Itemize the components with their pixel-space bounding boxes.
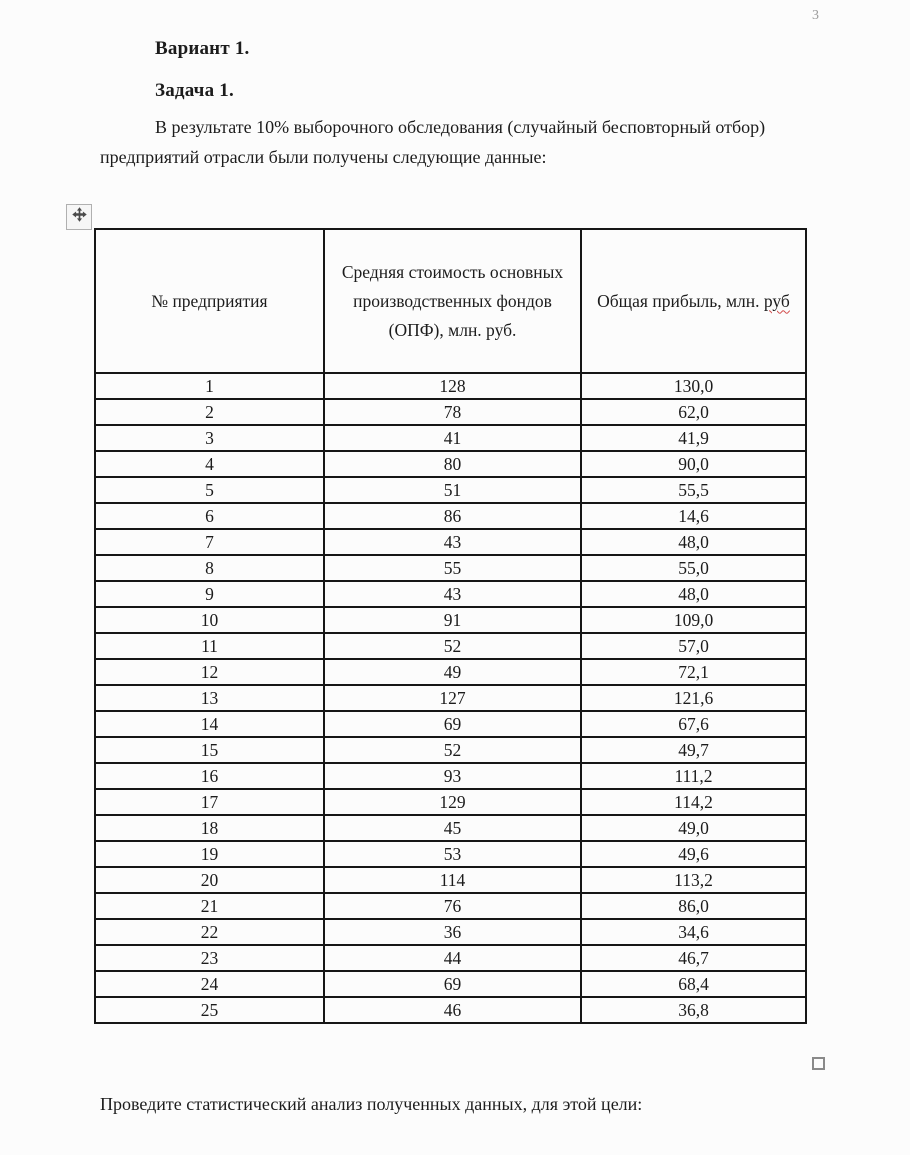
- table-cell: 67,6: [581, 711, 806, 737]
- table-row: [95, 529, 806, 555]
- table-cell: 78: [324, 399, 581, 425]
- table-row: [95, 685, 806, 711]
- table-cell: 43: [324, 581, 581, 607]
- table-cell: 7: [95, 529, 324, 555]
- table-row: [95, 997, 806, 1023]
- table-row: [95, 867, 806, 893]
- header-total-profit-misspelled-word: руб: [763, 290, 790, 311]
- variant-heading: Вариант 1.: [155, 38, 250, 59]
- table-cell: 114: [324, 867, 581, 893]
- table-row: [95, 425, 806, 451]
- table-row: [95, 633, 806, 659]
- table-cell: 21: [95, 893, 324, 919]
- table-cell: 91: [324, 607, 581, 633]
- table-row: [95, 477, 806, 503]
- table-cell: 69: [324, 971, 581, 997]
- table-cell: 86: [324, 503, 581, 529]
- footer-instruction: Проведите статистический анализ полученных данных, для этой цели:: [100, 1094, 643, 1114]
- table-row: [95, 815, 806, 841]
- table-cell: 55,0: [581, 555, 806, 581]
- table-cell: 76: [324, 893, 581, 919]
- table-row: [95, 789, 806, 815]
- table-cell: 1: [95, 373, 324, 399]
- table-cell: 49,0: [581, 815, 806, 841]
- table-cell: 43: [324, 529, 581, 555]
- table-cell: 2: [95, 399, 324, 425]
- table-cell: 19: [95, 841, 324, 867]
- table-row: [95, 763, 806, 789]
- table-cell: 49: [324, 659, 581, 685]
- table-cell: 25: [95, 997, 324, 1023]
- table-cell: 22: [95, 919, 324, 945]
- table-row: [95, 945, 806, 971]
- table-cell: 15: [95, 737, 324, 763]
- table-row: [95, 919, 806, 945]
- table-cell: 48,0: [581, 581, 806, 607]
- statistics-table: [94, 228, 807, 1024]
- table-cell: 41,9: [581, 425, 806, 451]
- table-cell: 18: [95, 815, 324, 841]
- table-cell: 55,5: [581, 477, 806, 503]
- table-cell: 111,2: [581, 763, 806, 789]
- table-cell: 57,0: [581, 633, 806, 659]
- table-cell: 12: [95, 659, 324, 685]
- table-row: [95, 503, 806, 529]
- table-cell: 36,8: [581, 997, 806, 1023]
- table-cell: 46,7: [581, 945, 806, 971]
- page-number: 3: [812, 8, 819, 23]
- table-cell: 51: [324, 477, 581, 503]
- table-row: [95, 399, 806, 425]
- table-cell: 55: [324, 555, 581, 581]
- table-cell: 46: [324, 997, 581, 1023]
- move-arrows-icon: [71, 206, 88, 228]
- table-cell: 13: [95, 685, 324, 711]
- table-cell: 45: [324, 815, 581, 841]
- table-cell: 72,1: [581, 659, 806, 685]
- table-cell: 114,2: [581, 789, 806, 815]
- table-header-row: [95, 229, 806, 373]
- table-cell: 14,6: [581, 503, 806, 529]
- table-move-handle[interactable]: [66, 204, 92, 230]
- table-cell: 69: [324, 711, 581, 737]
- table-row: [95, 737, 806, 763]
- table-cell: 113,2: [581, 867, 806, 893]
- table-resize-handle[interactable]: [812, 1057, 825, 1070]
- table-cell: 36: [324, 919, 581, 945]
- table-cell: 10: [95, 607, 324, 633]
- table-row: [95, 581, 806, 607]
- table-row: [95, 555, 806, 581]
- table-cell: 90,0: [581, 451, 806, 477]
- table-cell: 17: [95, 789, 324, 815]
- table-row: [95, 659, 806, 685]
- table-cell: 34,6: [581, 919, 806, 945]
- table-cell: 11: [95, 633, 324, 659]
- table-cell: 86,0: [581, 893, 806, 919]
- table-cell: 23: [95, 945, 324, 971]
- intro-paragraph: В результате 10% выборочного обследования (случайный бесповторный отбор) предприятий отрасли были получены следующие данные:: [100, 117, 766, 167]
- table-row: [95, 607, 806, 633]
- table-cell: 52: [324, 633, 581, 659]
- table-row: [95, 893, 806, 919]
- table-cell: 44: [324, 945, 581, 971]
- table-cell: 130,0: [581, 373, 806, 399]
- table-row: [95, 841, 806, 867]
- table-cell: 53: [324, 841, 581, 867]
- header-total-profit-text: Общая прибыль, млн.: [597, 290, 764, 311]
- table-cell: 121,6: [581, 685, 806, 711]
- table-cell: 48,0: [581, 529, 806, 555]
- table-cell: 41: [324, 425, 581, 451]
- table-cell: 128: [324, 373, 581, 399]
- table-cell: 49,7: [581, 737, 806, 763]
- table-row: [95, 711, 806, 737]
- table-header: [95, 229, 806, 373]
- table-cell: 49,6: [581, 841, 806, 867]
- table-body: [95, 373, 806, 1023]
- table-row: [95, 373, 806, 399]
- table-cell: 5: [95, 477, 324, 503]
- table-cell: 3: [95, 425, 324, 451]
- table-cell: 68,4: [581, 971, 806, 997]
- table-row: [95, 971, 806, 997]
- table-cell: 6: [95, 503, 324, 529]
- table-cell: 20: [95, 867, 324, 893]
- header-enterprise-number: № предприятия: [95, 229, 324, 373]
- table-cell: 52: [324, 737, 581, 763]
- table-cell: 14: [95, 711, 324, 737]
- table-cell: 129: [324, 789, 581, 815]
- task-heading: Задача 1.: [155, 80, 234, 101]
- table-cell: 80: [324, 451, 581, 477]
- table-cell: 127: [324, 685, 581, 711]
- table-cell: 9: [95, 581, 324, 607]
- table-cell: 62,0: [581, 399, 806, 425]
- header-total-profit: [581, 229, 806, 373]
- table-cell: 109,0: [581, 607, 806, 633]
- table-cell: 8: [95, 555, 324, 581]
- header-opf-cost: Средняя стоимость основных производственных фондов (ОПФ), млн. руб.: [324, 229, 581, 373]
- table-cell: 93: [324, 763, 581, 789]
- table-cell: 24: [95, 971, 324, 997]
- table-cell: 16: [95, 763, 324, 789]
- table-cell: 4: [95, 451, 324, 477]
- table-row: [95, 451, 806, 477]
